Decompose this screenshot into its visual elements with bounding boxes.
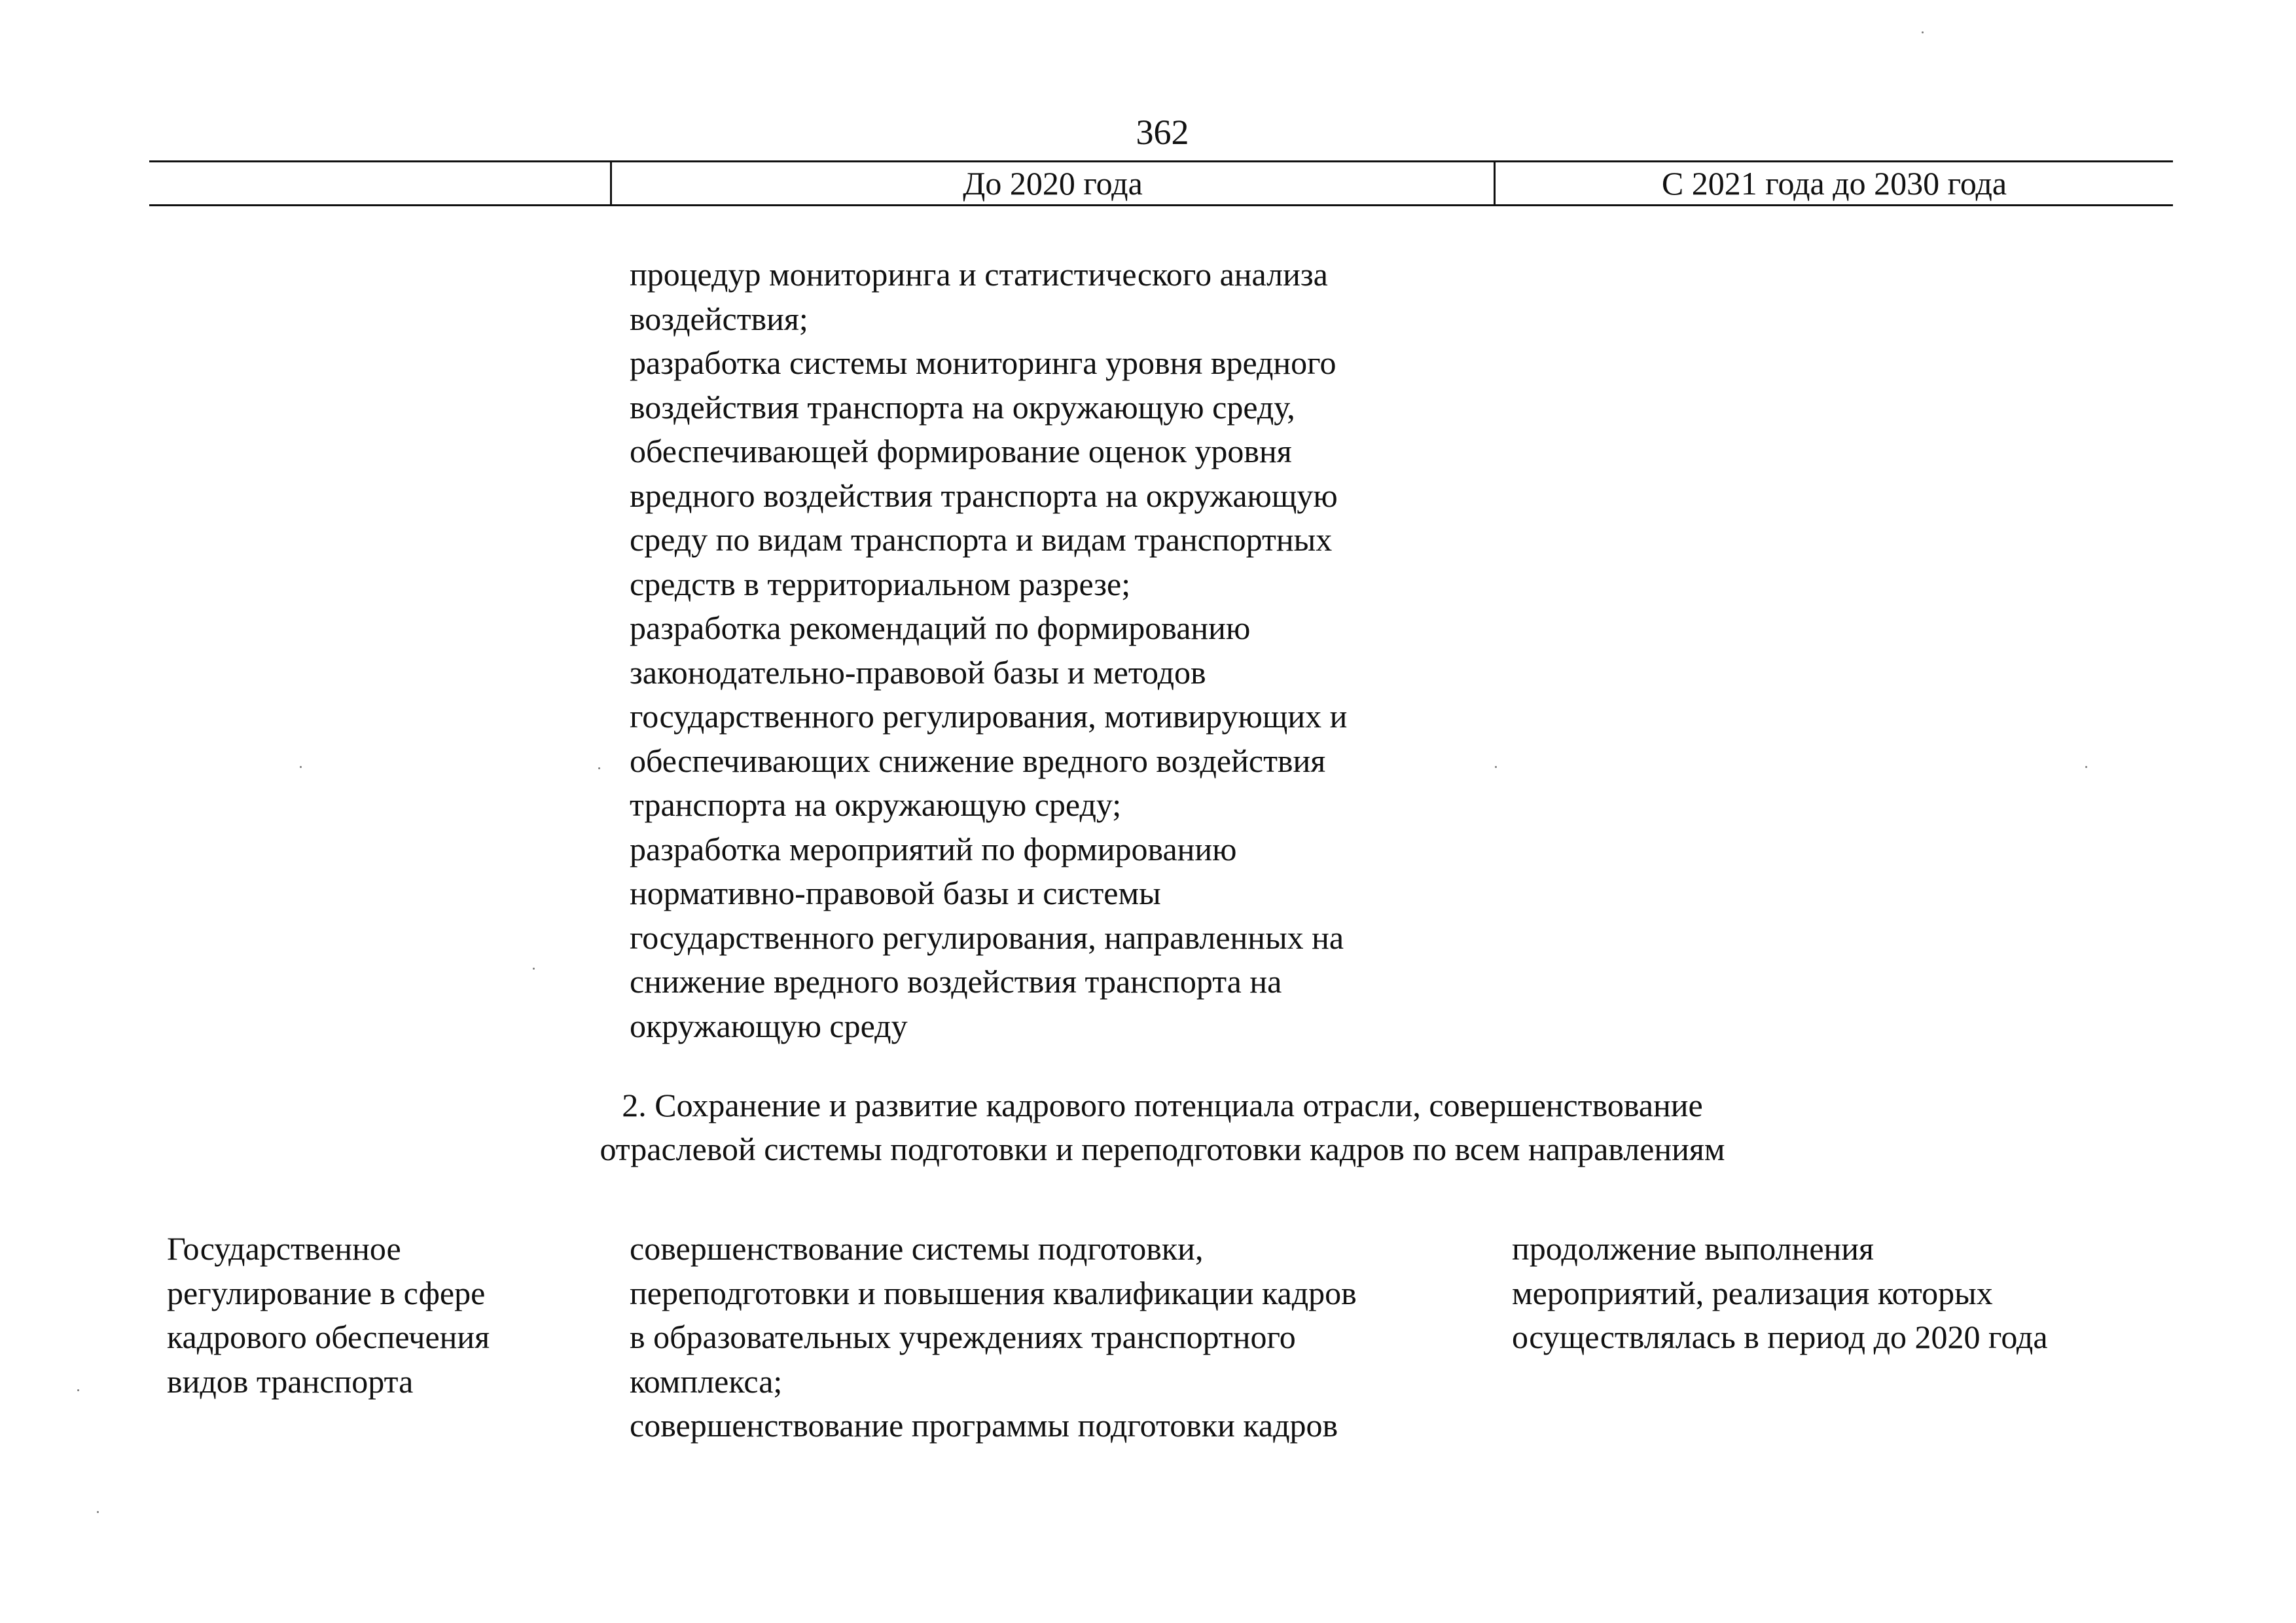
table-header [149,160,2173,206]
scan-speck [598,767,600,769]
scan-speck [2085,766,2087,768]
scan-speck [1922,31,1924,33]
page-number: 362 [1136,113,1189,152]
table-header-col3: С 2021 года до 2030 года [1661,165,2007,202]
scan-speck [533,968,535,970]
table-header-col2: До 2020 года [612,162,1496,204]
row2-col3: продолжение выполнения мероприятий, реализация которых осуществлялась в период до 2020 года [1512,1230,2048,1355]
scan-speck [97,1511,99,1513]
scan-speck [300,766,302,768]
scan-speck [1495,766,1497,768]
scan-speck [77,1389,79,1391]
section-heading: 2. Сохранение и развитие кадрового потенциала отрасли, совершенствование отраслевой системы подготовки и переподготовки кадров по всем направлениям [600,1087,1725,1167]
continued-row-col2: процедур мониторинга и статистического анализа воздействия; разработка системы мониторинга уровня вредного воздействия транспорта на окружающую среду, обеспечивающей формирование оценок уровня вредного воздействия транспорта на окружающую среду по видам транспорта и видам транспортных средств в территориальном разрезе; разработка рекомендаций по формированию законодательно-правовой базы и методов государственного регулирования, мотивирующих и обеспечивающих снижение вредного воздействия транспорта на окружающую среду; разработка мероприятий по формированию нормативно-правовой базы и системы государственного регулирования, направленных на снижение вредного воздействия транспорта на окружающую среду [630,256,1348,1044]
row2-col1: Государственное регулирование в сфере кадрового обеспечения видов транспорта [167,1230,490,1400]
table-header-col1 [149,162,612,204]
row2-col2: совершенствование системы подготовки, переподготовки и повышения квалификации кадров в образовательных учреждениях транспортного комплекса; совершенствование программы подготовки кадров [630,1230,1357,1444]
